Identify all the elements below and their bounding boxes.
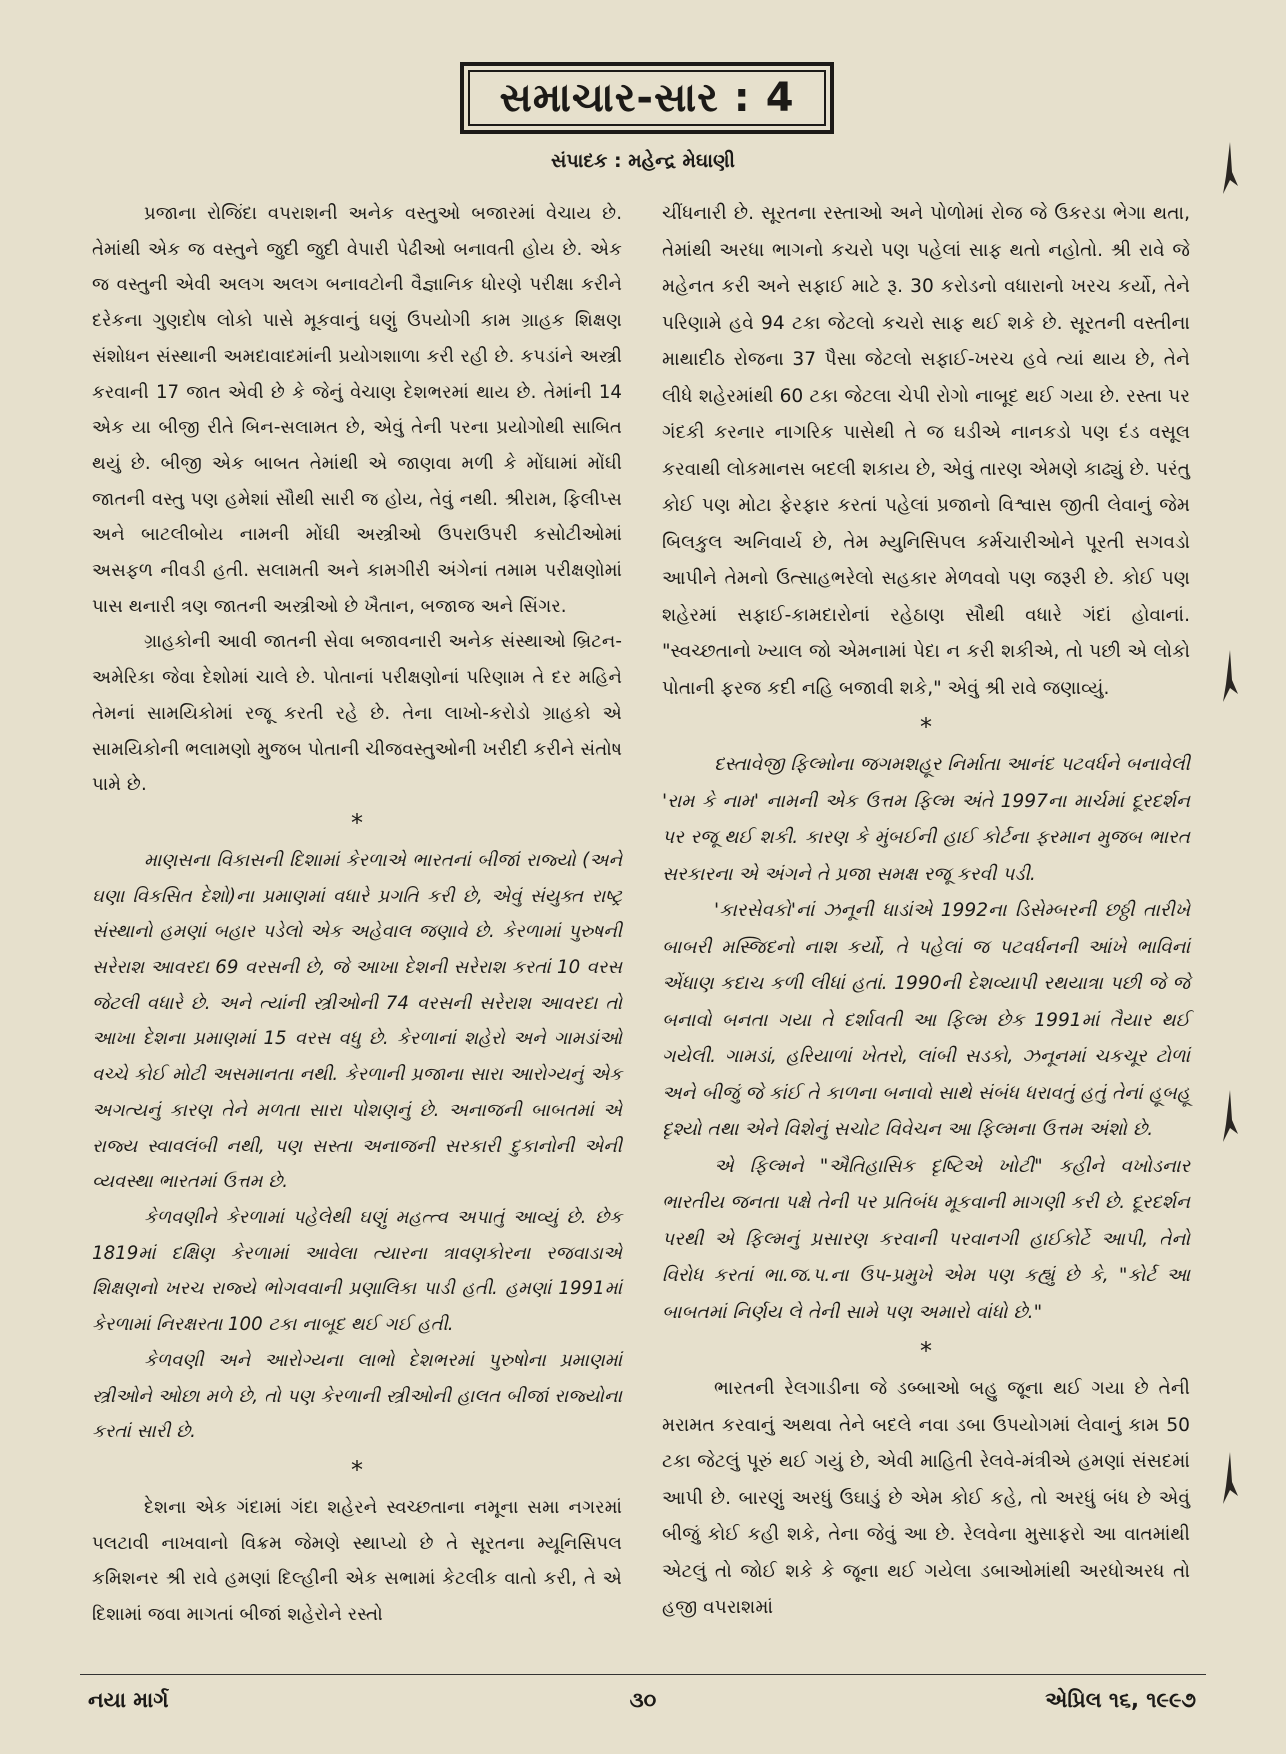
article-paragraph: દેશના એક ગંદામાં ગંદા શહેરને સ્વચ્છતાના નમૂના સમા નગરમાં પલટાવી નાખવાનો વિક્રમ જેમણે સ્થાપ્યો છે તે સૂરતના મ્યૂનિસિપલ કમિશનર શ્રી રાવે હમણાં દિલ્હીની એક સભામાં કેટલીક વાતો કરી, તે એ દિશામાં જવા માગતાં બીજાં શહેરોને રસ્તો [92, 1496, 622, 1626]
section-separator: * [351, 808, 363, 837]
section-separator: * [920, 713, 932, 741]
staple-mark-icon [1222, 1452, 1238, 1508]
article-paragraph: કેળવણીને કેરળામાં પહેલેથી ઘણું મહત્ત્વ અપાતું આવ્યું છે. છેક 1819માં દક્ષિણ કેરળામાં આવેલા ત્યારના ત્રાવણકોરના રજવાડાએ શિક્ષણનો ખરચ રાજ્યે ભોગવવાની પ્રણાલિકા પાડી હતી. હમણાં 1991માં કેરળામાં નિરક્ષરતા 100 ટકા નાબૂદ થઈ ગઈ હતી. [92, 1206, 622, 1336]
staple-mark-icon [1222, 1090, 1238, 1146]
article-paragraph: ભારતની રેલગાડીના જે ડબ્બાઓ બહુ જૂના થઈ ગયા છે તેની મરામત કરવાનું અથવા તેને બદલે નવા ડબા ઉપયોગમાં લેવાનું કામ 50 ટકા જેટલું પૂરું થઈ ગયું છે, એવી માહિતી રેલવે-મંત્રીએ હમણાં સંસદમાં આપી છે. બારણું અરધું ઉઘાડું છે એમ કોઈ કહે, તો અરધું બંધ છે એવું બીજું કોઈ કહી શકે, તેના જેવું આ છે. રેલવેના મુસાફરો આ વાતમાંથી એટલું તો જોઈ શકે કે જૂના થઈ ગયેલા ડબાઓમાંથી અરધોઅરધ તો હજી વપરાશમાં [662, 1378, 1190, 1618]
page-title: સમાચાર-સાર : 4 [468, 70, 826, 126]
article-paragraph: ગ્રાહકોની આવી જાતની સેવા બજાવનારી અનેક સંસ્થાઓ બ્રિટન-અમેરિકા જેવા દેશોમાં ચાલે છે. પોતાનાં પરીક્ષણોનાં પરિણામ તે દર મહિને તેમનાં સામયિકોમાં રજૂ કરતી રહે છે. તેના લાખો-કરોડો ગ્રાહકો એ સામયિકોની ભલામણો મુજબ પોતાની ચીજવસ્તુઓની ખરીદી કરીને સંતોષ પામે છે. [92, 631, 622, 796]
right-column [662, 196, 1190, 1627]
section-separator: * [920, 1337, 932, 1365]
section-separator: * [351, 1455, 363, 1484]
issue-date: એપ્રિલ ૧૬, ૧૯૯૭ [1045, 1688, 1196, 1712]
editor-credit: સંપાદક : મહેન્દ્ર મેઘાણી [550, 150, 735, 172]
title-frame [460, 62, 834, 134]
article-paragraph: માણસના વિકાસની દિશામાં કેરળાએ ભારતનાં બીજાં રાજ્યો (અને ઘણા વિકસિત દેશો)ના પ્રમાણમાં વધારે પ્રગતિ કરી છે, એવું સંયુક્ત રાષ્ટ્ર સંસ્થાનો હમણાં બહાર પડેલો એક અહેવાલ જણાવે છે. કેરળામાં પુરુષની સરેરાશ આવરદા 69 વરસની છે, જે આખા દેશની સરેરાશ કરતાં 10 વરસ જેટલી વધારે છે. અને ત્યાંની સ્ત્રીઓની 74 વરસની સરેરાશ આવરદા તો આખા દેશના પ્રમાણમાં 15 વરસ વધુ છે. કેરળાનાં શહેરો અને ગામડાંઓ વચ્ચે કોઈ મોટી અસમાનતા નથી. કેરળાની પ્રજાના સારા આરોગ્યનું એક અગત્યનું કારણ તેને મળતા સારા પોશણનું છે. અનાજની બાબતમાં એ રાજ્ય સ્વાવલંબી નથી, પણ સસ્તા અનાજની સરકારી દુકાનોની એની વ્યવસ્થા ભારતમાં ઉત્તમ છે. [92, 849, 622, 1193]
article-paragraph: 'કારસેવકો'નાં ઝનૂની ધાડાંએ 1992ના ડિસેમ્બરની છઠ્ઠી તારીખે બાબરી મસ્જિદનો નાશ કર્યો, તે પહેલાં જ પટવર્ધનની આંખે ભાવિનાં એંધાણ કદાચ કળી લીધાં હતાં. 1990ની દેશવ્યાપી રથયાત્રા પછી જે જે બનાવો બનતા ગયા તે દર્શાવતી આ ફિલ્મ છેક 1991માં તૈયાર થઈ ગયેલી. ગામડાં, હરિયાળાં ખેતરો, લાંબી સડકો, ઝનૂનમાં ચકચૂર ટોળાં અને બીજું જે કાંઈ તે કાળના બનાવો સાથે સંબંધ ધરાવતું હતું તેનાં હૂબહૂ દૃશ્યો તથા એને વિશેનું સચોટ વિવેચન આ ફિલ્મના ઉત્તમ અંશો છે. [662, 900, 1190, 1140]
staple-mark-icon [1222, 650, 1238, 706]
article-paragraph: ચીંધનારી છે. સૂરતના રસ્તાઓ અને પોળોમાં રોજ જે ઉકરડા ભેગા થતા, તેમાંથી અરધા ભાગનો કચરો પણ પહેલાં સાફ થતો નહોતો. શ્રી રાવે જે મહેનત કરી અને સફાઈ માટે રૂ. 30 કરોડનો વધારાનો ખરચ કર્યો, તેને પરિણામે હવે 94 ટકા જેટલો કચરો સાફ થઈ શકે છે. સૂરતની વસ્તીના માથાદીઠ રોજના 37 પૈસા જેટલો સફાઈ-ખરચ હવે ત્યાં થાય છે, તેને લીધે શહેરમાંથી 60 ટકા જેટલા ચેપી રોગો નાબૂદ થઈ ગયા છે. રસ્તા પર ગંદકી કરનાર નાગરિક પાસેથી તે જ ઘડીએ નાનકડો પણ દંડ વસૂલ કરવાથી લોકમાનસ બદલી શકાય છે, એવું તારણ એમણે કાઢ્યું છે. પરંતુ કોઈ પણ મોટા ફેરફાર કરતાં પહેલાં પ્રજાનો વિશ્વાસ જીતી લેવાનું જેમ બિલકુલ અનિવાર્ય છે, તેમ મ્યુનિસિપલ કર્મચારીઓને પૂરતી સગવડો આપીને તેમનો ઉત્સાહભરેલો સહકાર મેળવવો પણ જરૂરી છે. કોઈ પણ શહેરમાં સફાઈ-કામદારોનાં રહેઠાણ સૌથી વધારે ગંદાં હોવાનાં. "સ્વચ્છતાનો ખ્યાલ જો એમનામાં પેદા ન કરી શકીએ, તો પછી એ લોકો પોતાની ફરજ કદી નહિ બજાવી શકે," એવું શ્રી રાવે જણાવ્યું. [662, 203, 1190, 699]
left-column [92, 196, 622, 1633]
page-number: ૩૦ [629, 1688, 657, 1712]
article-paragraph: પ્રજાના રોજિંદા વપરાશની અનેક વસ્તુઓ બજારમાં વેચાય છે. તેમાંથી એક જ વસ્તુને જુદી જુદી વેપારી પેઢીઓ બનાવતી હોય છે. એક જ વસ્તુની એવી અલગ અલગ બનાવટોની વૈજ્ઞાનિક ધોરણે પરીક્ષા કરીને દરેકના ગુણદોષ લોકો પાસે મૂકવાનું ઘણું ઉપયોગી કામ ગ્રાહક શિક્ષણ સંશોધન સંસ્થાની અમદાવાદમાંની પ્રયોગશાળા કરી રહી છે. કપડાંને અસ્ત્રી કરવાની 17 જાત એવી છે કે જેનું વેચાણ દેશભરમાં થાય છે. તેમાંની 14 એક યા બીજી રીતે બિન-સલામત છે, એવું તેની પરના પ્રયોગોથી સાબિત થયું છે. બીજી એક બાબત તેમાંથી એ જાણવા મળી કે મોંઘામાં મોંઘી જાતની વસ્તુ પણ હમેશાં સૌથી સારી જ હોય, તેવું નથી. શ્રીરામ, ફિલીપ્સ અને બાટલીબોય નામની મોંઘી અસ્ત્રીઓ ઉપરાઉપરી કસોટીઓમાં અસફળ નીવડી હતી. સલામતી અને કામગીરી અંગેનાં તમામ પરીક્ષણોમાં પાસ થનારી ત્રણ જાતની અસ્ત્રીઓ છે ખૈતાન, બજાજ અને સિંગર. [92, 203, 622, 617]
article-paragraph: એ ફિલ્મને "ઐતિહાસિક દૃષ્ટિએ ખોટી" કહીને વખોડનાર ભારતીય જનતા પક્ષે તેની પર પ્રતિબંધ મૂકવાની માગણી કરી છે. દૂરદર્શન પરથી એ ફિલ્મનું પ્રસારણ કરવાની પરવાનગી હાઈકોર્ટે આપી, તેનો વિરોધ કરતાં ભા.જ.પ.ના ઉપ-પ્રમુખે એમ પણ કહ્યું છે કે, "કોર્ટ આ બાબતમાં નિર્ણય લે તેની સામે પણ અમારો વાંધો છે." [662, 1155, 1190, 1323]
footer-divider [80, 1674, 1206, 1675]
magazine-name: નયા માર્ગ [88, 1688, 169, 1712]
staple-mark-icon [1222, 142, 1238, 198]
article-paragraph: દસ્તાવેજી ફિલ્મોના જગમશહૂર નિર્માતા આનંદ પટવર્ધને બનાવેલી 'રામ કે નામ' નામની એક ઉત્તમ ફિલ્મ અંતે 1997ના માર્ચમાં દૂરદર્શન પર રજૂ થઈ શકી. કારણ કે મુંબઈની હાઈ કોર્ટના ફરમાન મુજબ ભારત સરકારના એ અંગને તે પ્રજા સમક્ષ રજૂ કરવી પડી. [662, 754, 1190, 885]
article-paragraph: કેળવણી અને આરોગ્યના લાભો દેશભરમાં પુરુષોના પ્રમાણમાં સ્ત્રીઓને ઓછા મળે છે, તો પણ કેરળાની સ્ત્રીઓની હાલત બીજાં રાજ્યોના કરતાં સારી છે. [92, 1349, 622, 1443]
